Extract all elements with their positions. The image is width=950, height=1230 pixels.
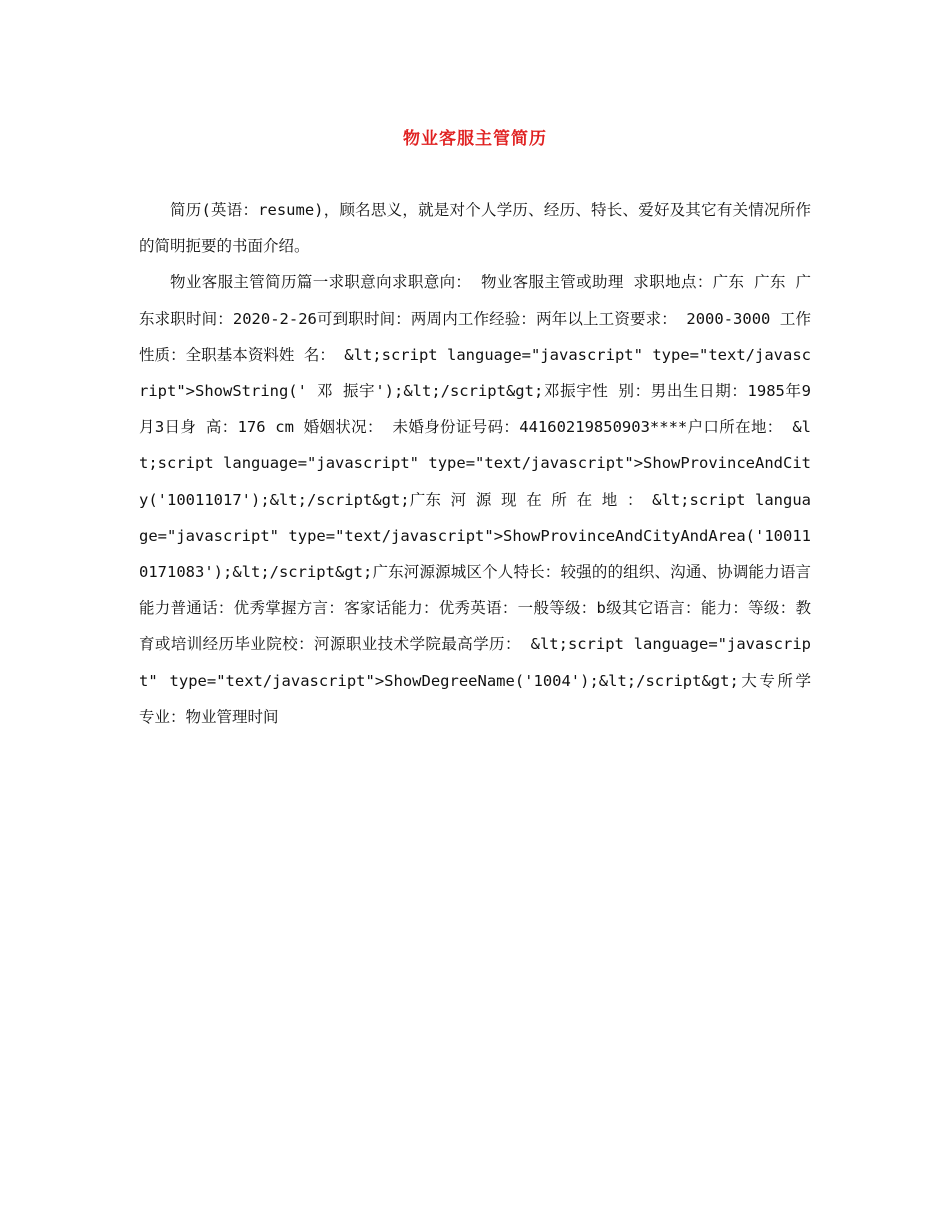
resume-details-paragraph: 物业客服主管简历篇一求职意向求职意向： 物业客服主管或助理 求职地点：广东 广东 广东求职时间：2020-2-26可到职时间：两周内工作经验：两年以上工资要求： 2000-3000 工作性质：全职基本资料姓 名： &lt;script language="javascript" type="text/javascript">ShowString(' 邓 振宇');&lt;/script&gt;邓振宇性 别：男出生日期：1985年9月3日身 高：176 cm 婚姻状况： 未婚身份证号码：44160219850903****户口所在地： &lt;script language="javascript" type="text/javascript">ShowProvinceAndCity('10011017');&lt;/script&gt;广东 河 源 现 在 所 在 地 ： &lt;script language="javascript" type="text/javascript">ShowProvinceAndCityAndArea('100110171083');&lt;/script&gt;广东河源源城区个人特长：较强的的组织、沟通、协调能力语言能力普通话：优秀掌握方言：客家话能力：优秀英语：一般等级：b级其它语言：能力：等级：教育或培训经历毕业院校：河源职业技术学院最高学历： &lt;script language="javascript" type="text/javascript">ShowDegreeName('1004');&lt;/script&gt;大专所学专业：物业管理时间 xyxy=(139,273,811,726)
document-body xyxy=(139,192,811,735)
document-title: 物业客服主管简历 xyxy=(403,129,547,149)
intro-paragraph: 简历(英语：resume)，顾名思义，就是对个人学历、经历、特长、爱好及其它有关情况所作的简明扼要的书面介绍。 xyxy=(139,201,811,256)
